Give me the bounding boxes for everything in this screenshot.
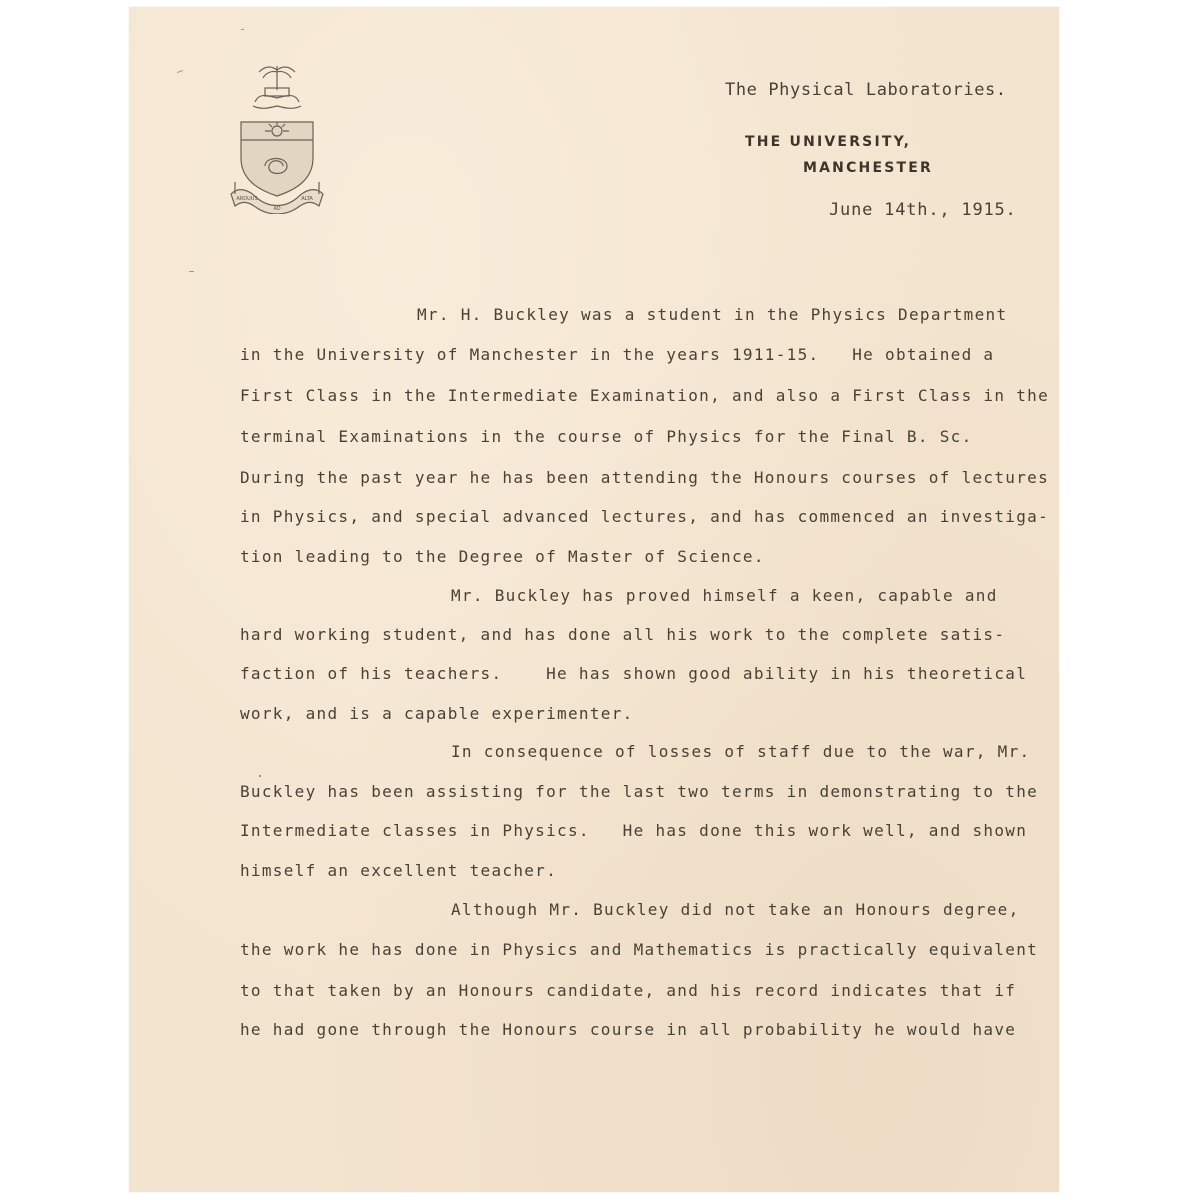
- body-line: In consequence of losses of staff due to the war, Mr.: [451, 742, 1031, 761]
- body-line: Intermediate classes in Physics. He has done this work well, and shown: [240, 821, 1028, 840]
- body-line: himself an excellent teacher.: [240, 861, 558, 880]
- university-name: THE UNIVERSITY,: [745, 134, 912, 150]
- paper-mark: [177, 70, 183, 73]
- body-line: work, and is a capable experimenter.: [240, 704, 634, 723]
- body-line: Buckley has been assisting for the last two terms in demonstrating to the: [240, 782, 1039, 801]
- body-line: hard working student, and has done all his work to the complete satis-: [240, 625, 1006, 644]
- svg-text:ALTA: ALTA: [301, 196, 313, 202]
- paper-mark: [241, 29, 244, 30]
- body-line: Mr. H. Buckley was a student in the Physics Department: [417, 305, 1008, 324]
- laboratory-name: The Physical Laboratories.: [725, 80, 1007, 100]
- body-line: to that taken by an Honours candidate, and his record indicates that if: [240, 981, 1017, 1000]
- body-line: in Physics, and special advanced lectures, and has commenced an investiga-: [240, 507, 1050, 526]
- body-line: tion leading to the Degree of Master of Science.: [240, 547, 765, 566]
- svg-text:AD: AD: [273, 206, 281, 212]
- body-line: During the past year he has been attending the Honours courses of lectures: [240, 468, 1050, 487]
- body-line: in the University of Manchester in the years 1911-15. He obtained a: [240, 345, 995, 364]
- svg-text:ARDUUS: ARDUUS: [236, 196, 258, 202]
- body-line: terminal Examinations in the course of Physics for the Final B. Sc.: [240, 427, 973, 446]
- body-line: Mr. Buckley has proved himself a keen, capable and: [451, 586, 998, 605]
- body-line: First Class in the Intermediate Examination, and also a First Class in the: [240, 386, 1050, 405]
- body-line: faction of his teachers. He has shown good ability in his theoretical: [240, 664, 1028, 683]
- paper-mark: [259, 775, 261, 777]
- body-line: he had gone through the Honours course in all probability he would have: [240, 1020, 1017, 1039]
- body-line: Although Mr. Buckley did not take an Honours degree,: [451, 900, 1020, 919]
- university-crest-icon: [229, 62, 325, 214]
- university-city: MANCHESTER: [803, 160, 934, 176]
- letter-page: [129, 7, 1059, 1192]
- body-line: the work he has done in Physics and Mathematics is practically equivalent: [240, 940, 1039, 959]
- letter-date: June 14th., 1915.: [829, 200, 1017, 220]
- paper-mark: [189, 271, 194, 272]
